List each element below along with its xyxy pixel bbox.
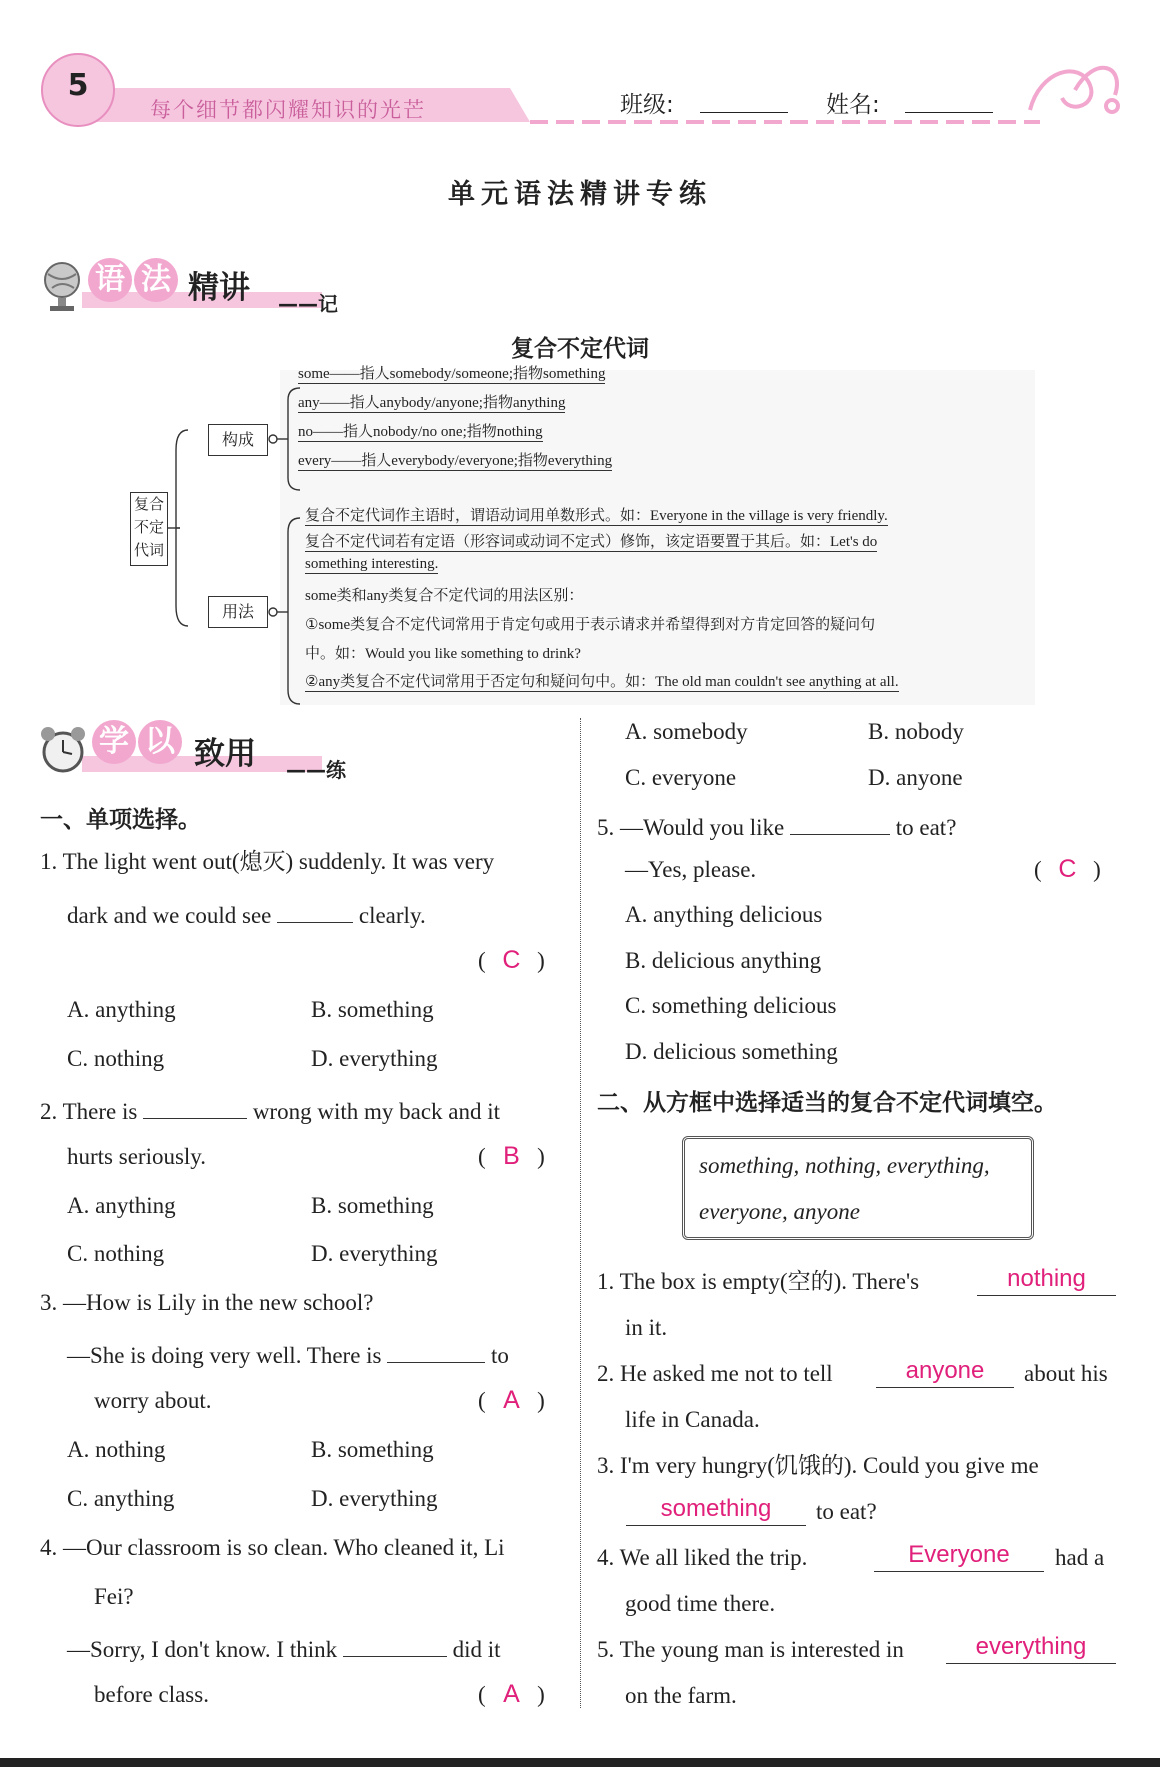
- q4-answer-slot: ( A ): [478, 1680, 545, 1708]
- q2-blank[interactable]: [143, 1096, 247, 1119]
- q2-option[interactable]: C. nothing: [67, 1241, 165, 1266]
- name-field[interactable]: [905, 112, 993, 113]
- q3-stem-line2: —She is doing very well. There is to: [67, 1340, 562, 1367]
- q3-option[interactable]: B. something: [311, 1437, 434, 1462]
- q1-option[interactable]: C. nothing: [67, 1046, 165, 1071]
- alarm-clock-icon: [38, 724, 88, 776]
- p2-q4-stem-line2: good time there.: [625, 1591, 776, 1616]
- q5-option[interactable]: B. delicious anything: [625, 948, 822, 973]
- p2-q1-stem-end: in it.: [625, 1315, 668, 1340]
- q4-blank[interactable]: [343, 1634, 447, 1657]
- q1-option[interactable]: B. something: [311, 997, 434, 1022]
- q5-option[interactable]: A. anything delicious: [625, 902, 823, 927]
- q5-option[interactable]: C. something delicious: [625, 993, 837, 1018]
- p2-q5-answer[interactable]: everything: [946, 1633, 1116, 1664]
- q2-option[interactable]: B. something: [311, 1193, 434, 1218]
- q4-stem-line2: Fei?: [94, 1584, 134, 1609]
- q5-answer: C: [1058, 855, 1077, 883]
- mindmap-usage-rule: some类和any类复合不定代词的用法区别：: [305, 588, 584, 604]
- q4-stem: 4. —Our classroom is so clean. Who cleaned it, Li: [40, 1535, 505, 1560]
- p2-q2-stem: 2. He asked me not to tell: [597, 1361, 833, 1386]
- part1-heading: 一、单项选择。: [40, 807, 201, 833]
- part2-heading: 二、从方框中选择适当的复合不定代词填空。: [597, 1090, 1057, 1116]
- q4-stem-line3: —Sorry, I don't know. I think did it: [67, 1634, 562, 1661]
- q2-answer-slot: ( B ): [478, 1142, 545, 1170]
- column-divider: [580, 718, 581, 1708]
- q2-stem-line2: hurts seriously.: [67, 1144, 207, 1169]
- p2-q2-answer[interactable]: anyone: [876, 1357, 1014, 1388]
- p2-q3-stem-end: to eat?: [816, 1499, 877, 1524]
- grammar-badge-2: 法: [134, 258, 178, 302]
- header-slogan: 每个细节都闪耀知识的光芒: [150, 98, 426, 122]
- q1-answer: C: [502, 946, 521, 974]
- q5-stem: 5. —Would you like to eat?: [597, 812, 1117, 839]
- q5-stem-line2: —Yes, please.: [625, 857, 757, 882]
- p2-q3-answer[interactable]: something: [626, 1495, 806, 1526]
- mindmap: [120, 366, 1040, 705]
- q1-stem-line2: dark and we could see clearly.: [67, 900, 426, 927]
- p2-q5-stem: 5. The young man is interested in: [597, 1637, 904, 1662]
- section-grammar-header: [38, 258, 368, 318]
- q3-answer: A: [503, 1386, 520, 1414]
- q3-stem-line3: worry about.: [94, 1388, 212, 1413]
- page-header: [0, 40, 1160, 130]
- mindmap-composition-item: every——指人everybody/everyone;指物everything: [298, 449, 612, 471]
- mindmap-usage-rule: ①some类复合不定代词常用于肯定句或用于表示请求并希望得到对方肯定回答的疑问句: [305, 617, 876, 633]
- word-box: [682, 1136, 1034, 1240]
- q4-answer: A: [503, 1680, 520, 1708]
- practice-badge-1: 学: [92, 720, 136, 764]
- mindmap-usage-rule: something interesting.: [305, 556, 439, 572]
- mindmap-usage-rule: 复合不定代词若有定语（形容词或动词不定式）修饰，该定语要置于其后。如：Let's do: [305, 530, 877, 552]
- grammar-badge-1: 语: [88, 258, 132, 302]
- class-field[interactable]: [700, 112, 788, 113]
- grammar-section-title: 精讲: [188, 270, 250, 306]
- mindmap-branch-composition: 构成: [208, 424, 268, 456]
- q3-answer-slot: ( A ): [478, 1386, 545, 1414]
- mindmap-branch-usage: 用法: [208, 596, 268, 628]
- p2-q1-answer[interactable]: nothing: [977, 1265, 1116, 1296]
- q5-answer-slot: ( C ): [1034, 855, 1101, 883]
- mindmap-usage-rule: 复合不定代词作主语时，谓语动词用单数形式。如：Everyone in the village is very friendly.: [305, 504, 888, 526]
- q3-option[interactable]: C. anything: [67, 1486, 175, 1511]
- section-practice-header: [38, 720, 378, 780]
- bottom-bar: [0, 1758, 1160, 1767]
- name-label: 姓名:: [826, 92, 880, 118]
- mindmap-usage-rule: ②any类复合不定代词常用于否定句和疑问句中。如：The old man couldn't see anything at all.: [305, 670, 899, 692]
- q4-option[interactable]: A. somebody: [625, 719, 748, 744]
- mindmap-composition-item: any——指人anybody/anyone;指物anything: [298, 391, 565, 413]
- page-number: 5: [67, 68, 89, 103]
- q4-option[interactable]: B. nobody: [868, 719, 964, 744]
- p2-q4-stem: 4. We all liked the trip.: [597, 1545, 808, 1570]
- word-box-line: something, nothing, everything,: [699, 1153, 990, 1178]
- q2-answer: B: [503, 1142, 520, 1170]
- word-box-line: everyone, anyone: [699, 1199, 860, 1224]
- mindmap-composition-item: some——指人somebody/someone;指物something: [298, 362, 605, 384]
- p2-q5-stem-end: on the farm.: [625, 1683, 737, 1708]
- q3-stem: 3. —How is Lily in the new school?: [40, 1290, 374, 1315]
- p2-q1-stem: 1. The box is empty(空的). There's: [597, 1269, 920, 1294]
- q1-option[interactable]: D. everything: [311, 1046, 438, 1071]
- mindmap-usage-rule: 中。如：Would you like something to drink?: [305, 646, 581, 662]
- mindmap-title: 复合不定代词: [511, 336, 649, 362]
- p2-q2-stem-line2: life in Canada.: [625, 1407, 760, 1432]
- p2-q3-stem: 3. I'm very hungry(饥饿的). Could you give me: [597, 1453, 1039, 1478]
- p2-q4-stem-end: had a: [1055, 1545, 1105, 1570]
- mindmap-root: 复合 不定 代词: [130, 492, 168, 566]
- q2-option[interactable]: D. everything: [311, 1241, 438, 1266]
- practice-section-title: 致用: [194, 736, 256, 772]
- p2-q4-answer[interactable]: Everyone: [874, 1541, 1044, 1572]
- q2-stem: 2. There is wrong with my back and it: [40, 1096, 560, 1123]
- q1-answer-slot: ( C ): [478, 946, 545, 974]
- globe-icon: [40, 260, 82, 314]
- q3-option[interactable]: A. nothing: [67, 1437, 166, 1462]
- q4-option[interactable]: C. everyone: [625, 765, 737, 790]
- q5-option[interactable]: D. delicious something: [625, 1039, 838, 1064]
- q1-option[interactable]: A. anything: [67, 997, 176, 1022]
- q3-option[interactable]: D. everything: [311, 1486, 438, 1511]
- grammar-section-suffix: ——记: [278, 292, 338, 316]
- q2-option[interactable]: A. anything: [67, 1193, 176, 1218]
- q5-blank[interactable]: [790, 812, 890, 835]
- practice-badge-2: 以: [138, 720, 182, 764]
- q1-blank[interactable]: [277, 900, 353, 923]
- mindmap-composition-item: no——指人nobody/no one;指物nothing: [298, 420, 543, 442]
- q4-stem-line4: before class.: [94, 1682, 209, 1707]
- class-label: 班级:: [620, 92, 674, 118]
- p2-q2-stem-end: about his: [1024, 1361, 1108, 1386]
- q3-blank[interactable]: [387, 1340, 485, 1363]
- q1-stem: 1. The light went out(熄灭) suddenly. It was very: [40, 849, 495, 874]
- page-title: 单元语法精讲专练: [448, 179, 712, 210]
- q4-option[interactable]: D. anyone: [868, 765, 963, 790]
- practice-section-suffix: ——练: [286, 758, 346, 782]
